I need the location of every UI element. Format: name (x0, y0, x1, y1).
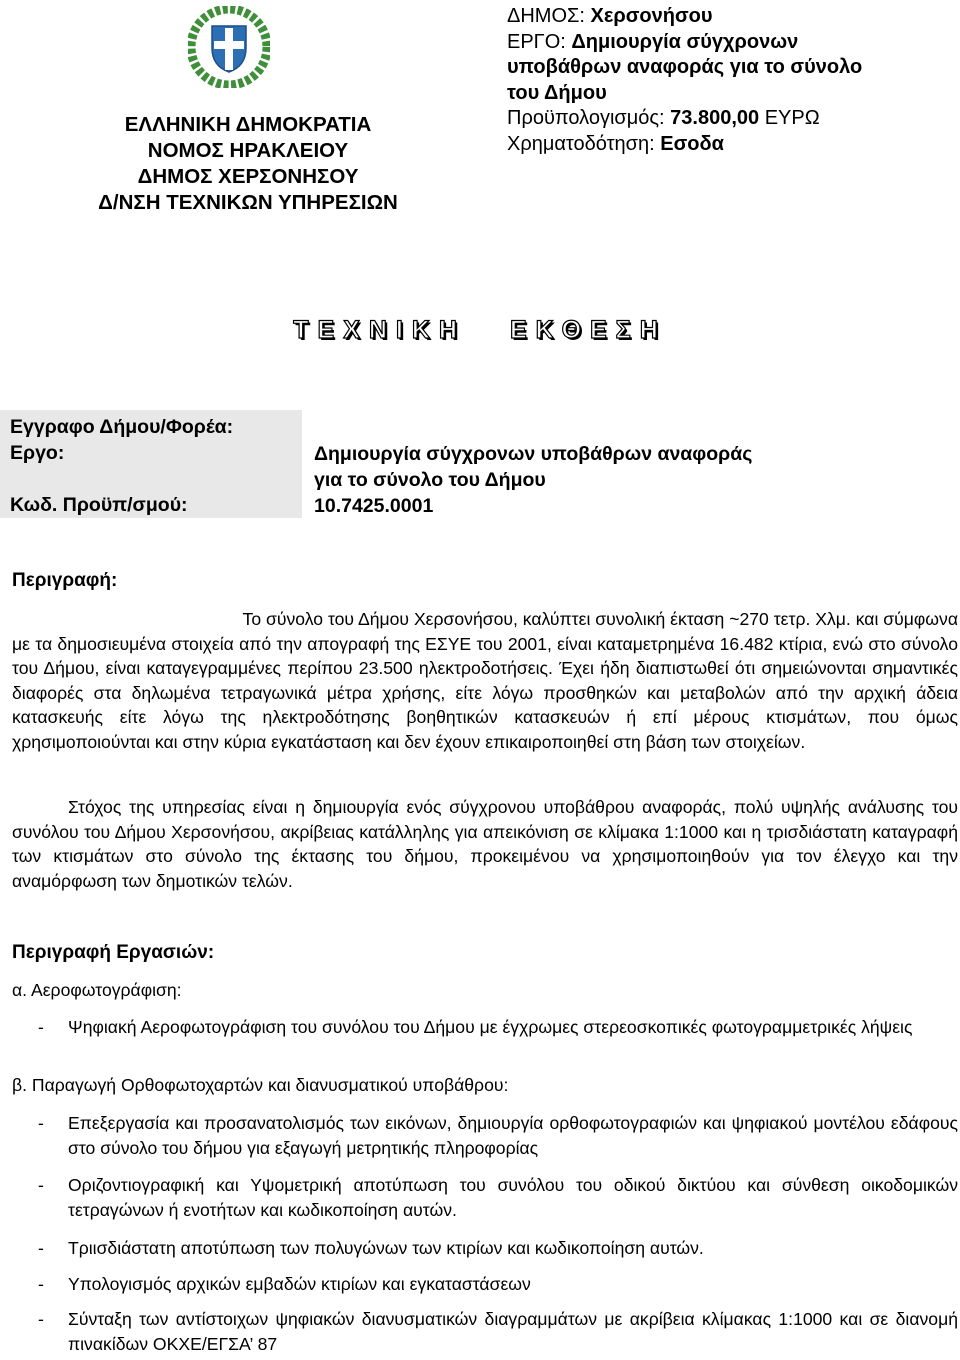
list-item-text: Ψηφιακή Αεροφωτογράφιση του συνόλου του Δήμου με έγχρωμες στερεοσκοπικές φωτογραμμετρικές λήψεις (68, 1017, 913, 1037)
project-value-continued: για το σύνολο του Δήμου (314, 469, 546, 491)
list-bullet: - (38, 1017, 44, 1037)
title-word: ΕΚΘΕΣΗ (509, 316, 667, 344)
municipality-label: ΔΗΜΟΣ: (507, 5, 591, 27)
list-bullet: - (38, 1274, 44, 1294)
document-title (0, 316, 960, 345)
budget-code-label: Κωδ. Προϋπ/σμού: (10, 494, 188, 516)
budget-label: Προϋπολογισμός: (507, 107, 671, 129)
list-item-text: Επεξεργασία και προσανατολισμός των εικόνων, δημιουργία ορθοφωτογραφιών και ψηφιακού μοντέλου εδάφους στο σύνολο του δήμου για εξαγωγή μετρητικής πληροφορίας (68, 1113, 958, 1158)
title-word: ΤΕΧΝΙΚΗ (293, 316, 466, 344)
document-label: Εγγραφο Δήμου/Φορέα: (10, 416, 234, 438)
list-bullet: - (38, 1238, 44, 1258)
list-item-text: Οριζοντιογραφική και Υψομετρική αποτύπωση του συνόλου του οδικού δικτύου και σύνθεση οικοδομικών τετραγώνων ή ενοτήτων και κωδικοποίηση αυτών. (68, 1175, 958, 1220)
project-label: ΕΡΓΟ: (507, 30, 572, 53)
funding-line (507, 132, 947, 158)
objective-paragraph (12, 795, 958, 893)
list-bullet: - (38, 1113, 44, 1133)
list-item (38, 1272, 958, 1297)
funding-label: Χρηματοδότηση: (507, 132, 661, 155)
budget-currency: ΕΥΡΩ (759, 107, 820, 129)
description-paragraph (12, 607, 958, 755)
list-item-text: Υπολογισμός αρχικών εμβαδών κτιρίων και εγκαταστάσεων (68, 1274, 531, 1294)
list-item-text: Τριισδιάστατη αποτύπωση των πολυγώνων των κτιρίων και κωδικοποίηση αυτών. (68, 1238, 704, 1258)
list-item (38, 1111, 958, 1160)
coat-of-arms-emblem (188, 6, 270, 88)
authority-line: ΕΛΛΗΝΙΚΗ ΔΗΜΟΚΡΑΤΙΑ (124, 113, 372, 136)
project-value: Δημιουργία σύγχρονων (571, 30, 799, 53)
list-item (38, 1173, 958, 1222)
info-labels (10, 414, 233, 518)
paragraph-first-line: Το σύνολο του Δήμου Χερσονήσου, καλύπτει συνολική έκταση ~270 τετρ. Χλμ. και σύμφωνα (242, 609, 958, 629)
info-values (314, 441, 752, 519)
paragraph-text: με τα δημοσιευμένα στοιχεία από την απογραφή της ΕΣΥΕ του 2001, είναι καταμετρημένα 16.482 κτίρια, ενώ στο σύνολο του Δήμου, είναι καταγεγραμμένες περίπου 23.500 ηλεκτροδοτήσεις. Έχει ήδη διαπιστωθεί ότι σημειώνονται σημαντικές διαφορές στα δηλωμένα τετραγωνικά μέτρα χρήσης, είτε λόγω προσθηκών και μεταβολών από την αρχική άδεια κατασκευής είτε λόγω της ηλεκτροδότησης βοηθητικών κατασκευών ή επί μέρους κτισμάτων, που όμως χρησιμοποιούνται και στην κύρια εγκατάσταση και δεν έχουν επικαιροποιηθεί στη βάση των στοιχείων. (12, 633, 958, 752)
list-item (38, 1236, 958, 1261)
project-value-continued: του Δήμου (507, 81, 607, 104)
authority-line: Δ/ΝΣΗ ΤΕΧΝΙΚΩΝ ΥΠΗΡΕΣΙΩΝ (98, 191, 398, 214)
description-heading: Περιγραφή: (12, 570, 118, 591)
authority-line: ΝΟΜΟΣ ΗΡΑΚΛΕΙΟΥ (147, 139, 349, 162)
list-item (38, 1307, 958, 1356)
funding-value: Εσοδα (660, 132, 724, 155)
paragraph-text: Στόχος της υπηρεσίας είναι η δημιουργία ενός σύγχρονου υποβάθρου αναφοράς, πολύ υψηλής ανάλυσης του συνόλου του Δήμου Χερσονήσου, ακρίβειας κατάλληλης για απεικόνιση σε κλίμακα 1:1000 και η τρισδιάστατη καταγραφή των κτισμάτων στο σύνολο της έκτασης του δήμου, προκειμένου να χρησιμοποιηθούν για τον έλεγχο και την αναμόρφωση των δημοτικών τελών. (12, 797, 958, 891)
info-spacer (10, 466, 233, 492)
list-item (38, 1015, 958, 1040)
project-value-continued: υποβάθρων αναφοράς για το σύνολο (507, 56, 863, 78)
project-label: Εργο: (10, 442, 65, 464)
municipality-line (507, 4, 947, 30)
project-value: Δημιουργία σύγχρονων υποβάθρων αναφοράς (314, 443, 753, 465)
issuing-authority (78, 112, 418, 216)
section-b-heading: β. Παραγωγή Ορθοφωτοχαρτών και διανυσματικού υποβάθρου: (12, 1075, 509, 1095)
list-bullet: - (38, 1175, 44, 1195)
budget-line (507, 106, 947, 132)
authority-line: ΔΗΜΟΣ ΧΕΡΣΟΝΗΣΟΥ (137, 165, 359, 188)
list-bullet: - (38, 1309, 44, 1329)
works-heading: Περιγραφή Εργασιών: (12, 942, 215, 963)
budget-code-value: 10.7425.0001 (314, 495, 434, 517)
project-line (507, 30, 947, 56)
budget-value: 73.800,00 (670, 107, 760, 129)
municipality-value: Χερσονήσου (590, 5, 713, 27)
section-a-heading: α. Αεροφωτογράφιση: (12, 980, 182, 1000)
project-meta (507, 4, 947, 157)
list-item-text: Σύνταξη των αντίστοιχων ψηφιακών διανυσματικών διαγραμμάτων με ακρίβεια κλίμακας 1:1000 και σε διανομή πινακίδων ΟΚΧΕ/ΕΓΣΑ’ 87 (68, 1309, 958, 1354)
